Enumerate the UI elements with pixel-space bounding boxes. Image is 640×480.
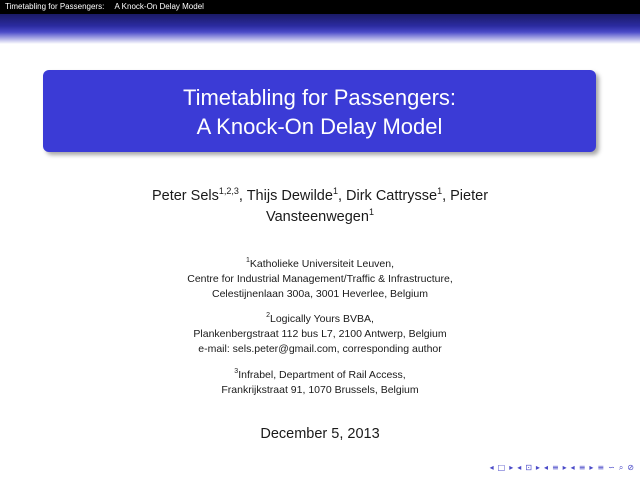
affiliation-line: Centre for Industrial Management/Traffic & Infrastructure, [187,273,453,285]
slide-title-line1: Timetabling for Passengers: [182,85,457,110]
nav-next-section-icon[interactable]: ▸ [535,463,540,472]
headline-short-title[interactable]: Timetabling for Passengers: [5,2,105,11]
nav-next-slide-icon[interactable]: ▸ [589,463,594,472]
nav-prev-slide-icon[interactable]: ◂ [570,463,575,472]
nav-next-icon[interactable]: ▸ [509,463,514,472]
affiliation-text: Katholieke Universiteit Leuven, [249,258,395,270]
beamer-navigation-bar [490,462,634,474]
affiliation-line: Plankenbergstraat 112 bus L7, 2100 Antwerp, Belgium [193,328,447,340]
nav-equiv2-icon[interactable]: ≡ [578,463,586,472]
headline-short-subtitle[interactable]: A Knock-On Delay Model [114,2,204,11]
affiliation-3 [0,368,640,398]
author-affiliation-mark: 1,2,3 [218,186,239,196]
affiliation-text: Infrabel, Department of Rail Access, [238,369,406,381]
nav-frame-icon[interactable]: □ [497,463,506,472]
affiliation-mark: 3 [234,368,239,375]
author-last-name: Vansteenwegen [266,209,369,225]
affiliation-mark: 1 [245,257,250,264]
affiliation-line: e-mail: sels.peter@gmail.com, corresponding author [198,343,442,355]
author-affiliation-mark: 1 [368,207,374,217]
nav-fullscreen-icon[interactable]: ⊘ [627,463,634,472]
affiliation-text: Logically Yours BVBA, [270,313,374,325]
headline-bar [0,0,640,14]
nav-equiv3-icon[interactable]: ≡ [597,463,605,472]
affiliation-line [0,257,640,272]
authors [0,186,640,228]
affiliation-line: Frankrijkstraat 91, 1070 Brussels, Belgium [221,384,419,396]
nav-prev-section-icon[interactable]: ◂ [517,463,522,472]
nav-search-icon[interactable]: ∽ [608,463,615,472]
title-box [43,70,596,152]
nav-subsection-icon[interactable]: ⊡ [525,463,532,472]
author-name: Thijs Dewilde [246,188,333,204]
nav-first-icon[interactable]: ◂ [489,463,494,472]
affiliation-line: Celestijnenlaan 300a, 3001 Heverlee, Belgium [212,288,428,300]
presentation-date: December 5, 2013 [260,426,380,442]
nav-equiv-icon[interactable]: ≡ [551,463,559,472]
affiliation-line [0,312,640,327]
author-first-name: Pieter [450,188,489,204]
authors-line2 [0,207,640,228]
nav-next-sub-icon[interactable]: ▸ [562,463,567,472]
nav-zoom-icon[interactable]: ⌕ [618,463,624,472]
nav-prev-sub-icon[interactable]: ◂ [543,463,548,472]
affiliation-1 [0,257,640,302]
affiliation-2 [0,312,640,357]
authors-line1: Peter Sels$^{1,2,3}$, Thijs Dewilde$^1$, Dirk Cattrysse$^1$, Pieter [151,186,489,204]
author-name: Dirk Cattrysse [346,188,438,204]
author-affiliation-mark: 1 [332,186,338,196]
slide-title-line2: A Knock-On Delay Model [196,114,443,139]
author-name: Peter Sels [151,188,219,204]
affiliation-mark: 2 [266,312,270,319]
headline-gradient [0,14,640,44]
author-affiliation-mark: 1 [437,186,443,196]
affiliation-line [0,368,640,383]
